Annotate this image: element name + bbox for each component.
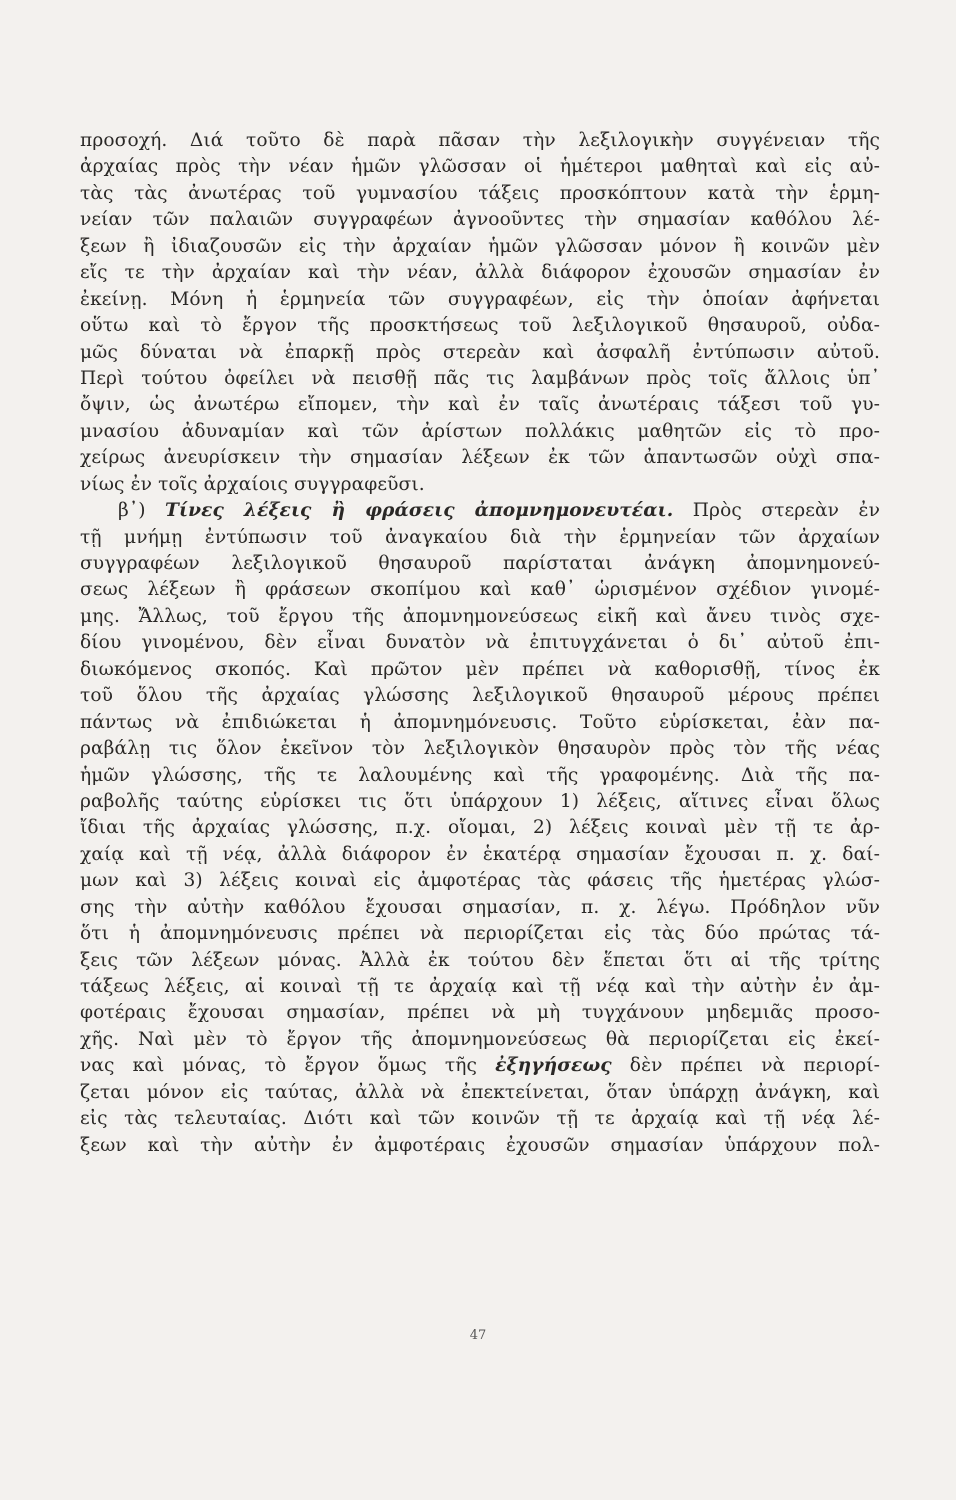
text-line: νείαν τῶν παλαιῶν συγγραφέων ἀγνοοῦντες τὴν σημασίαν καθόλου λέ- [80,209,880,231]
text-line: ραβολῆς ταύτης εὑρίσκει τις ὅτι ὑπάρχουν 1) λέξεις, αἵτινες εἶναι ὅλως [80,790,880,812]
text-line: ξεων ἢ ἰδιαζουσῶν εἰς τὴν ἀρχαίαν ἡμῶν γλῶσσαν μόνον ἢ κοινῶν μὲν [80,235,880,257]
text-line: τάξεως λέξεις, αἱ κοιναὶ τῇ τε ἀρχαίᾳ καὶ τῇ νέᾳ καὶ τὴν αὐτὴν ἐν ἀμ- [80,976,880,997]
text-line: Περὶ τούτου ὀφείλει νὰ πεισθῇ πᾶς τις λαμβάνων πρὸς τοῖς ἄλλοις ὑπ᾽ [80,367,880,389]
section-heading-line [80,498,880,524]
text-line: φοτέραις ἔχουσαι σημασίαν, πρέπει νὰ μὴ τυγχάνουν μηδεμιᾶς προσο- [80,1002,880,1024]
section-title: Τίνες λέξεις ἢ φράσεις ἀπομνημονευτέαι. [165,500,674,522]
text-line: νίως ἐν τοῖς ἀρχαίοις συγγραφεῦσι. [80,473,425,495]
section-heading-rest: Πρὸς στερεὰν ἐν [692,500,880,522]
emphasized-term: ἐξηγήσεως [495,1055,612,1077]
text-line: μης. Ἄλλως, τοῦ ἔργου τῆς ἀπομνημονεύσεως εἰκῆ καὶ ἄνευ τινὸς σχε- [80,605,880,627]
page-number: 47 [469,1328,487,1343]
text-line: ξεων καὶ τὴν αὐτὴν ἐν ἀμφοτέραις ἐχουσῶν σημασίαν ὑπάρχουν πολ- [80,1134,880,1156]
text-line: συγγραφέων λεξιλογικοῦ θησαυροῦ παρίσταται ἀνάγκη ἀπομνημονεύ- [80,553,880,574]
text-line: δίου γινομένου, δὲν εἶναι δυνατὸν νὰ ἐπιτυγχάνεται ὁ δι᾽ αὐτοῦ ἐπι- [80,632,880,654]
text-line: διωκόμενος σκοπός. Καὶ πρῶτον μὲν πρέπει νὰ καθορισθῇ, τίνος ἐκ [80,658,880,680]
text-line: ραβάλῃ τις ὅλον ἐκεῖνον τὸν λεξιλογικὸν θησαυρὸν πρὸς τὸν τῆς νέας [80,738,880,760]
text-after-term: δὲν πρέπει νὰ περιορί- [629,1055,880,1077]
text-line: σης τὴν αὐτὴν καθόλου ἔχουσαι σημασίαν, π. χ. λέγω. Πρόδηλον νῦν [80,896,880,918]
text-line: χαίᾳ καὶ τῇ νέᾳ, ἀλλὰ διάφορον ἐν ἑκατέρᾳ σημασίαν ἔχουσαι π. χ. δαί- [80,843,880,865]
text-line: μνασίου ἀδυναμίαν καὶ τῶν ἀρίστων πολλάκις μαθητῶν εἰς τὸ προ- [80,420,880,442]
text-line: χείρως ἀνευρίσκειν τὴν σημασίαν λέξεων ἐκ τῶν ἀπαντωσῶν οὐχὶ σπα- [80,447,880,469]
text-line: ἀρχαίας πρὸς τὴν νέαν ἡμῶν γλῶσσαν οἱ ἡμέτεροι μαθηταὶ καὶ εἰς αὐ- [80,156,880,178]
text-line: χῆς. Ναὶ μὲν τὸ ἔργον τῆς ἀπομνημονεύσεως θὰ περιορίζεται εἰς ἐκεί- [80,1028,880,1050]
text-line: εἴς τε τὴν ἀρχαίαν καὶ τὴν νέαν, ἀλλὰ διάφορον ἐχουσῶν σημασίαν ἐν [80,262,880,284]
text-line: ὄψιν, ὡς ἀνωτέρω εἴπομεν, τὴν καὶ ἐν ταῖς ἀνωτέραις τάξεσι τοῦ γυ- [80,394,880,416]
text-line: σεως λέξεων ἢ φράσεων σκοπίμου καὶ καθ᾽ ὡρισμένον σχέδιον γινομέ- [80,579,880,601]
text-line: εἰς τὰς τελευταίας. Διότι καὶ τῶν κοινῶν τῇ τε ἀρχαίᾳ καὶ τῇ νέᾳ λέ- [80,1108,880,1130]
section-number: β᾽) [118,500,146,522]
page-body [80,128,880,1159]
text-line: ἡμῶν γλώσσης, τῆς τε λαλουμένης καὶ τῆς γραφομένης. Διὰ τῆς πα- [80,764,880,786]
text-line: τὰς τὰς ἀνωτέρας τοῦ γυμνασίου τάξεις προσκόπτουν κατὰ τὴν ἑρμη- [80,182,880,204]
text-line: προσοχή. Διά τοῦτο δὲ παρὰ πᾶσαν τὴν λεξιλογικὴν συγγένειαν τῆς [80,130,880,151]
text-line: τοῦ ὅλου τῆς ἀρχαίας γλώσσης λεξιλογικοῦ θησαυροῦ μέρους πρέπει [80,685,880,707]
text-line: πάντως νὰ ἐπιδιώκεται ἡ ἀπομνημόνευσις. Τοῦτο εὑρίσκεται, ἐὰν πα- [80,711,880,733]
text-line: ζεται μόνον εἰς ταύτας, ἀλλὰ νὰ ἐπεκτείνεται, ὅταν ὑπάρχῃ ἀνάγκη, καὶ [80,1081,880,1103]
text-line: ὅτι ἡ ἀπομνημόνευσις πρέπει νὰ περιορίζεται εἰς τὰς δύο πρώτας τά- [80,923,880,945]
text-line: ξεις τῶν λέξεων μόνας. Ἀλλὰ ἐκ τούτου δὲν ἕπεται ὅτι αἱ τῆς τρίτης [80,949,880,971]
text-line-exegesis [80,1053,880,1079]
text-line: μων καὶ 3) λέξεις κοιναὶ εἰς ἀμφοτέρας τὰς φάσεις τῆς ἡμετέρας γλώσ- [80,870,880,892]
text-line: ἴδιαι τῆς ἀρχαίας γλώσσης, π.χ. οἴομαι, 2) λέξεις κοιναὶ μὲν τῇ τε ἀρ- [80,817,880,839]
text-line: μῶς δύναται νὰ ἐπαρκῇ πρὸς στερεὰν καὶ ἀσφαλῆ ἐντύπωσιν αὐτοῦ. [80,341,880,363]
text-before-term: νας καὶ μόνας, τὸ ἔργον ὅμως τῆς [80,1055,478,1077]
text-line: τῇ μνήμῃ ἐντύπωσιν τοῦ ἀναγκαίου διὰ τὴν ἑρμηνείαν τῶν ἀρχαίων [80,526,880,548]
text-line: ἐκείνῃ. Μόνη ἡ ἑρμηνεία τῶν συγγραφέων, εἰς τὴν ὁποίαν ἀφήνεται [80,288,880,310]
text-line: οὕτω καὶ τὸ ἔργον τῆς προσκτήσεως τοῦ λεξιλογικοῦ θησαυροῦ, οὐδα- [80,315,880,337]
